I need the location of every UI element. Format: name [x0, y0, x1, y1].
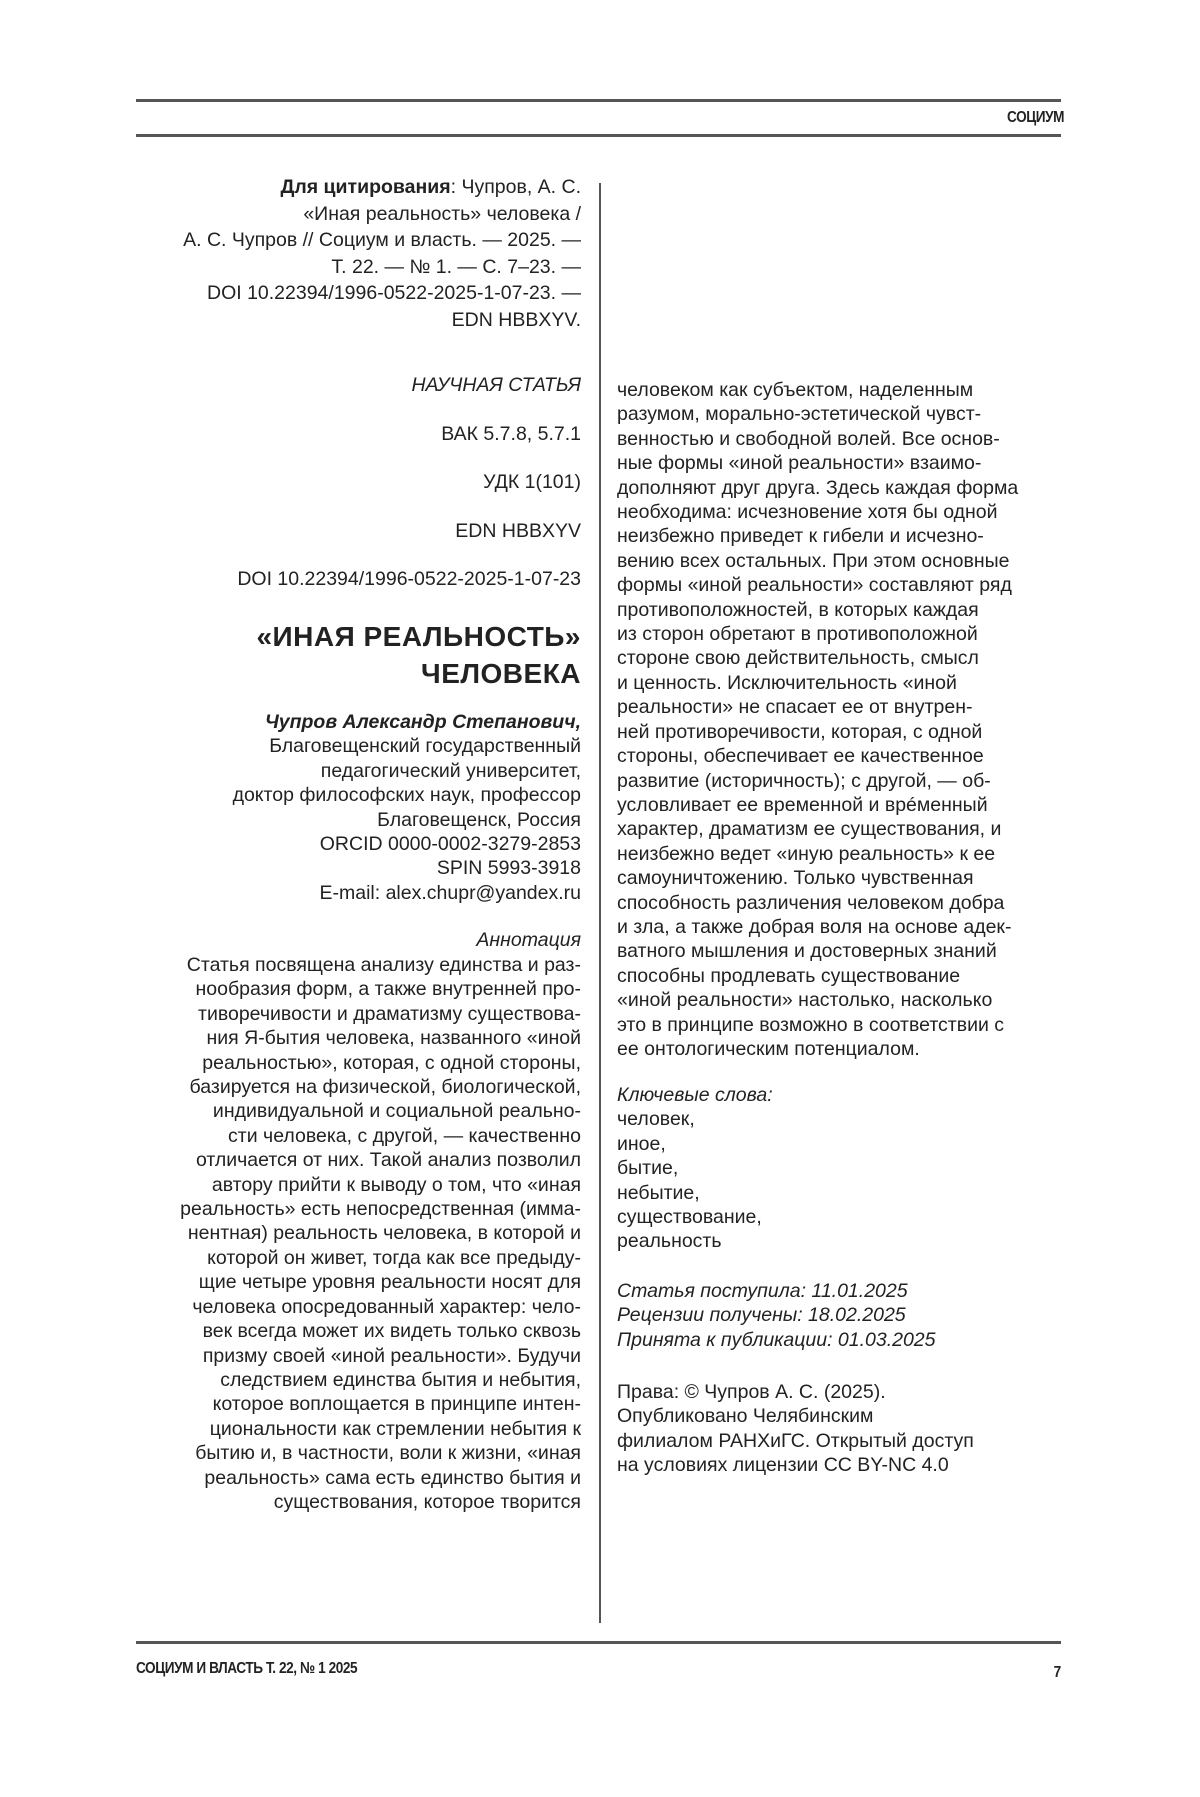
abstract-line: характер, драматизм ее существования, и [617, 818, 1002, 841]
citation-line: EDN HBBXYV. [451, 308, 581, 331]
abstract-line: и ценность. Исключительность «иной [617, 671, 957, 694]
abstract-continuation [617, 378, 1077, 1061]
header-bottom-rule [136, 134, 1061, 137]
column-divider [599, 183, 601, 1623]
edn-code: EDN HBBXYV [455, 520, 581, 542]
footer-journal: СОЦИУМ И ВЛАСТЬ Т. 22, № 1 2025 [136, 1660, 358, 1677]
keyword: небытие, [617, 1181, 700, 1204]
keyword: существование, [617, 1206, 762, 1229]
abstract-line: это в принципе возможно в соответствии с [617, 1013, 1005, 1036]
abstract-line: развитие (историчность); с другой, — об- [617, 769, 991, 792]
abstract-line: индивидуальной и социальной реально- [212, 1100, 581, 1123]
keyword: бытие, [617, 1157, 679, 1180]
keywords [617, 1083, 1077, 1254]
abstract-line: из сторон обретают в противоположной [617, 623, 978, 646]
citation-line: Т. 22. — № 1. — С. 7–23. — [331, 255, 581, 278]
abstract-label: Аннотация [476, 929, 581, 951]
abstract-line: сти человека, с другой, — качественно [228, 1124, 581, 1147]
keywords-list [617, 1107, 1077, 1253]
author-line: доктор философских наук, профессор [232, 784, 581, 807]
citation-line: Для цитирования: Чупров, А. С. [280, 176, 581, 198]
abstract-line: век всегда может их видеть только сквозь [202, 1320, 581, 1343]
abstract-line: которое воплощается в принципе интен- [212, 1393, 581, 1416]
abstract-line: ные формы «иной реальности» взаимо- [617, 452, 982, 475]
abstract-line: ее онтологическим потенциалом. [617, 1037, 920, 1060]
abstract-line: реальности» не спасает ее от внутрен- [617, 696, 973, 719]
citation [120, 174, 581, 334]
author-name: Чупров Александр Степанович, [264, 711, 581, 733]
abstract-line: стороны, обеспечивает ее качественное [617, 745, 984, 768]
abstract-line: вению всех остальных. При этом основные [617, 549, 1010, 572]
citation-label: Для цитирования [280, 176, 451, 198]
abstract-line: нентная) реальность человека, в которой и [187, 1222, 581, 1245]
abstract-line: стороне свою действительность, смысл [617, 647, 979, 670]
date-reviewed: Рецензии получены: 18.02.2025 [617, 1304, 906, 1327]
keyword: иное, [617, 1132, 666, 1155]
author-line: педагогический университет, [320, 759, 581, 782]
abstract-line: человека опосредованный характер: чело- [192, 1295, 581, 1318]
keyword: человек, [617, 1108, 695, 1131]
rights [617, 1380, 1077, 1478]
abstract-line: самоуничтожению. Только чувственная [617, 867, 974, 890]
author-orcid: ORCID 0000-0002-3279-2853 [319, 833, 581, 856]
abstract-line: отличается от них. Такой анализ позволил [195, 1149, 581, 1172]
abstract-line: дополняют друг друга. Здесь каждая форма [617, 476, 1019, 499]
citation-line: А. С. Чупров // Социум и власть. — 2025. — [183, 229, 581, 252]
citation-line: DOI 10.22394/1996-0522-2025-1-07-23. — [206, 282, 581, 305]
abstract-line: способность различения человеком добра [617, 891, 1005, 914]
abstract-line: существования, которое творится [273, 1490, 581, 1513]
title-line: «ИНАЯ РЕАЛЬНОСТЬ» [256, 621, 581, 652]
section-title: СОЦИУМ [1006, 109, 1064, 126]
abstract-line: которой он живет, тогда как все предыду- [207, 1246, 581, 1269]
abstract-line: щие четыре уровня реальности носят для [198, 1271, 581, 1294]
title-line: ЧЕЛОВЕКА [421, 658, 581, 689]
date-received: Статья поступила: 11.01.2025 [617, 1280, 908, 1302]
vak-code: ВАК 5.7.8, 5.7.1 [441, 423, 581, 445]
author-spin: SPIN 5993-3918 [436, 857, 581, 880]
rights-line: на условиях лицензии CC BY-NC 4.0 [617, 1454, 949, 1477]
keywords-label: Ключевые слова: [617, 1084, 773, 1106]
abstract-text [120, 953, 581, 1514]
abstract-line: «иной реальности» настолько, насколько [617, 989, 993, 1012]
abstract-line: человеком как субъектом, наделенным [617, 379, 974, 401]
abstract-line: циональности как стремлении небытия к [209, 1417, 581, 1440]
abstract-line: базируется на физической, биологической, [189, 1076, 581, 1099]
abstract-line: ней противоречивости, которая, с одной [617, 720, 983, 743]
udk-code: УДК 1(101) [483, 471, 581, 493]
article-type: НАУЧНАЯ СТАТЬЯ [411, 374, 581, 396]
citation-line: «Иная реальность» человека / [303, 202, 581, 225]
abstract-line: венностью и свободной волей. Все основ- [617, 427, 1000, 450]
abstract-line: необходима: исчезновение хотя бы одной [617, 501, 998, 524]
abstract-line: ния Я-бытия человека, названного «иной [206, 1027, 581, 1050]
author-block [120, 710, 581, 905]
abstract-line: реальностью», которая, с одной стороны, [202, 1051, 581, 1074]
article-title [120, 618, 581, 692]
abstract-line: бытию и, в частности, воли к жизни, «иная [195, 1442, 581, 1465]
page-number: 7 [1053, 1664, 1061, 1681]
abstract-line: реальность» сама есть единство бытия и [204, 1466, 581, 1489]
rights-line: филиалом РАНХиГС. Открытый доступ [617, 1429, 974, 1452]
doi: DOI 10.22394/1996-0522-2025-1-07-23 [237, 568, 581, 590]
abstract-line: противоположностей, в которых каждая [617, 598, 979, 621]
header-top-rule [136, 99, 1061, 102]
abstract-line: разумом, морально-эстетической чувст- [617, 403, 982, 426]
abstract-line: условливает ее временной и врéменный [617, 793, 988, 816]
abstract-line: неизбежно приведет к гибели и исчезно- [617, 525, 984, 548]
keyword: реальность [617, 1230, 722, 1253]
abstract-line: неизбежно ведет «иную реальность» к ее [617, 842, 996, 865]
footer-rule [136, 1641, 1061, 1644]
abstract-line: формы «иной реальности» составляют ряд [617, 574, 1012, 597]
abstract-line: автору прийти к выводу о том, что «иная [211, 1173, 581, 1196]
abstract-line: способны продлевать существование [617, 964, 961, 987]
abstract-line: тиворечивости и драматизму существова- [198, 1002, 581, 1025]
dates [617, 1279, 1077, 1352]
abstract-line: Статья посвящена анализу единства и раз- [186, 954, 581, 976]
abstract-line: следствием единства бытия и небытия, [220, 1368, 581, 1391]
author-line: Благовещенский государственный [269, 735, 581, 758]
abstract-line: реальность» есть непосредственная (имма- [180, 1198, 581, 1221]
abstract-line: призму своей «иной реальности». Будучи [202, 1344, 581, 1367]
author-line: Благовещенск, Россия [377, 808, 581, 831]
date-accepted: Принята к публикации: 01.03.2025 [617, 1328, 936, 1351]
rights-line: Права: © Чупров А. С. (2025). [617, 1381, 886, 1403]
abstract-line: нообразия форм, а также внутренней про- [195, 978, 581, 1001]
author-email[interactable]: E-mail: alex.chupr@yandex.ru [319, 881, 581, 904]
abstract-line: ватного мышления и достоверных знаний [617, 940, 997, 963]
rights-line: Опубликовано Челябинским [617, 1405, 874, 1428]
abstract-line: и зла, а также добрая воля на основе адек- [617, 915, 1012, 938]
